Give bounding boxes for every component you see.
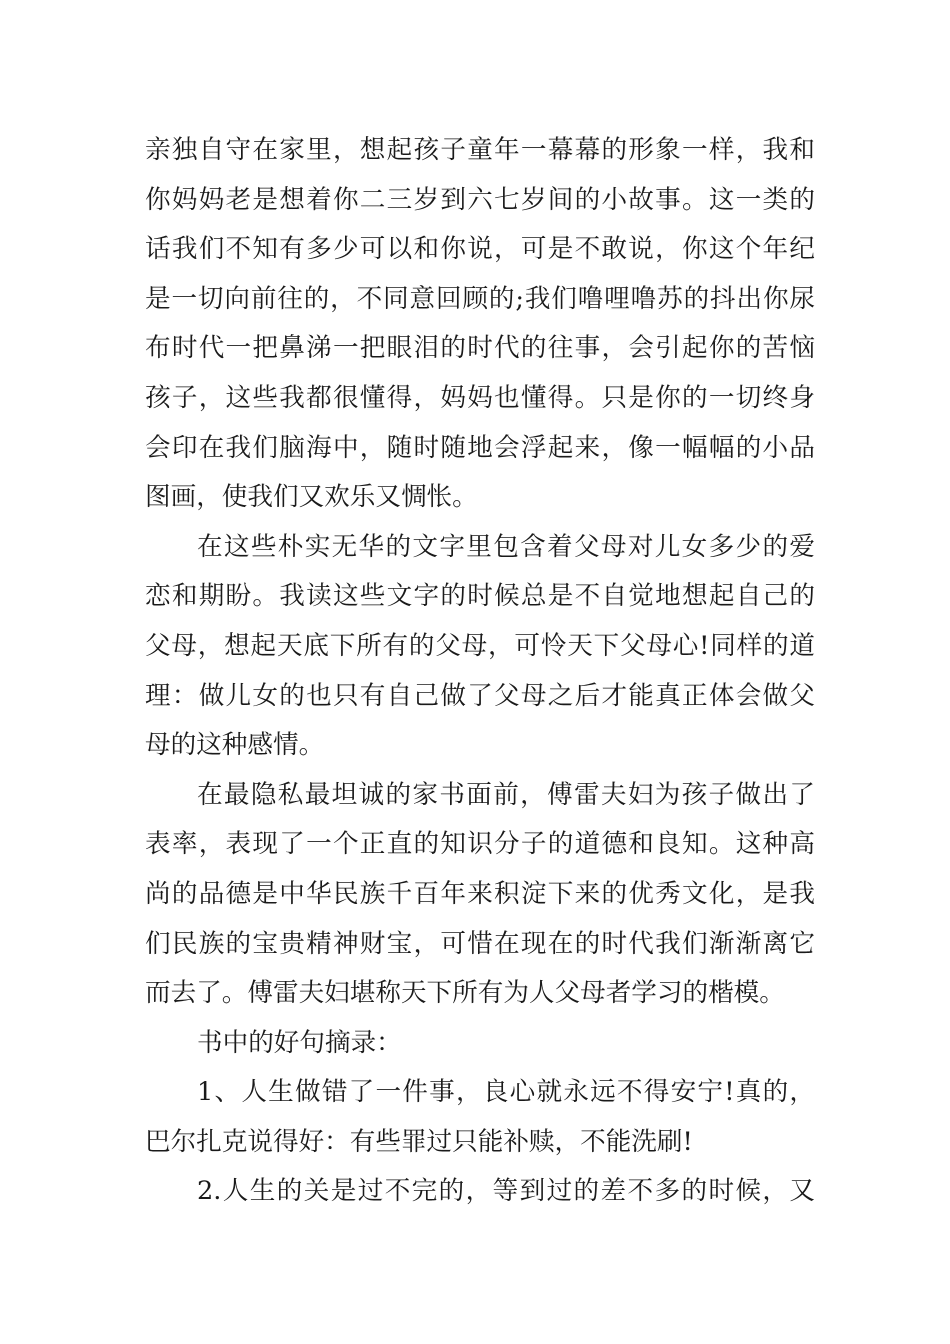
paragraph-start-line: 在这些朴实无华的文字里包含着父母对儿女多少的爱 (197, 531, 815, 562)
section-heading-line: 书中的好句摘录： (197, 1027, 402, 1058)
text-line: 是一切向前往的，不同意回顾的;我们噜哩噜苏的抖出你尿 (145, 283, 815, 314)
text-line: 尚的品德是中华民族千百年来积淀下来的优秀文化，是我 (145, 878, 815, 909)
quote-item-line: 2.人生的关是过不完的，等到过的差不多的时候，又 (197, 1176, 815, 1207)
paragraph-start-line: 在最隐私最坦诚的家书面前，傅雷夫妇为孩子做出了 (197, 779, 815, 810)
text-line: 会印在我们脑海中，随时随地会浮起来，像一幅幅的小品 (145, 432, 815, 463)
text-line: 表率，表现了一个正直的知识分子的道德和良知。这种高 (145, 829, 815, 860)
text-line: 图画，使我们又欢乐又惆怅。 (145, 482, 478, 513)
text-line: 而去了。傅雷夫妇堪称天下所有为人父母者学习的楷模。 (145, 978, 785, 1009)
text-line: 理：做儿女的也只有自己做了父母之后才能真正体会做父 (145, 680, 815, 711)
text-line: 布时代一把鼻涕一把眼泪的时代的往事，会引起你的苦恼 (145, 333, 815, 364)
text-line: 孩子，这些我都很懂得，妈妈也懂得。只是你的一切终身 (145, 382, 815, 413)
text-line: 巴尔扎克说得好：有些罪过只能补赎，不能洗刷! (145, 1126, 693, 1157)
text-line: 你妈妈老是想着你二三岁到六七岁间的小故事。这一类的 (145, 184, 815, 215)
text-line: 们民族的宝贵精神财宝，可惜在现在的时代我们渐渐离它 (145, 928, 815, 959)
text-line: 父母，想起天底下所有的父母，可怜天下父母心!同样的道 (145, 630, 815, 661)
text-line: 亲独自守在家里，想起孩子童年一幕幕的形象一样，我和 (145, 135, 815, 165)
text-line: 恋和期盼。我读这些文字的时候总是不自觉地想起自己的 (145, 581, 815, 612)
body-text (145, 126, 815, 1217)
text-line: 话我们不知有多少可以和你说，可是不敢说，你这个年纪 (145, 234, 815, 265)
text-line: 母的这种感情。 (145, 730, 325, 761)
quote-item-line: 1、人生做错了一件事，良心就永远不得安宁!真的， (197, 1077, 815, 1108)
